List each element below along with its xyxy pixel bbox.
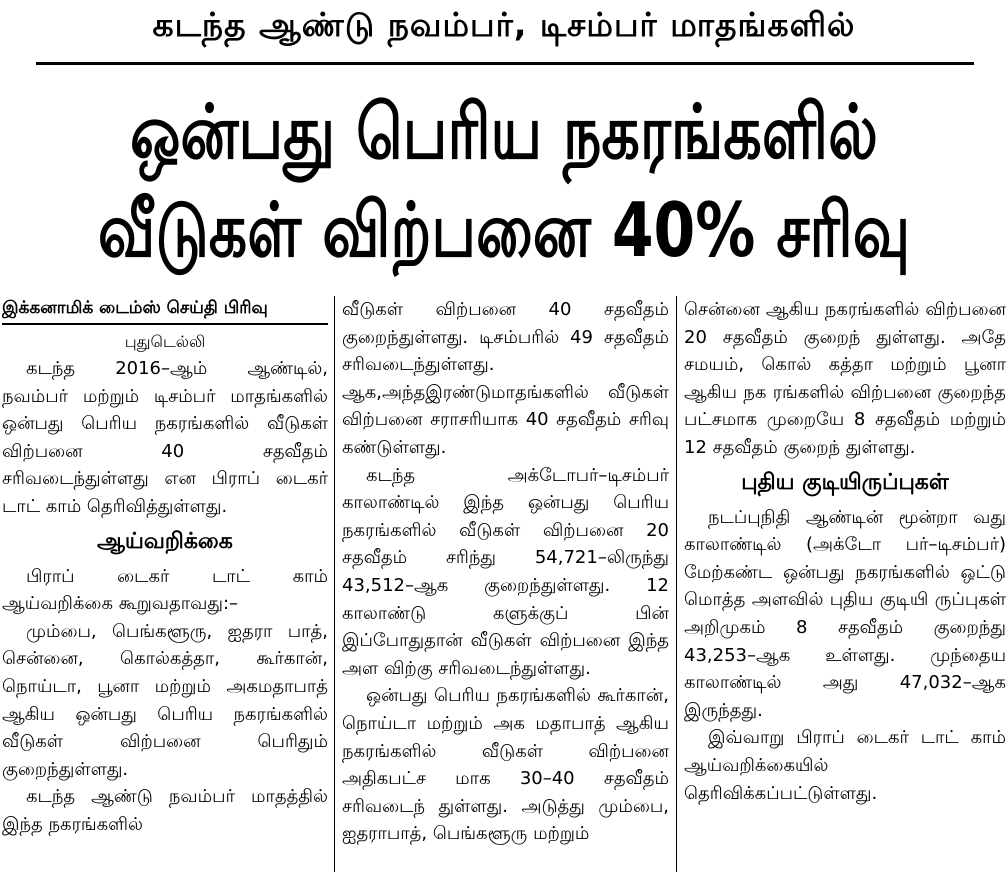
- paragraph: மும்பை, பெங்களூரு, ஐதரா பாத், சென்னை, கொல்கத்தா, கூர்கான், நொய்டா, பூனா மற்றும் அகமதாபாத் ஆகிய ஒன்பது பெரிய நகரங்களில் வீடுகள் விற்பனை பெரிதும் குறைந்துள்ளது.: [2, 620, 328, 780]
- paragraph: கடந்த 2016–ஆம் ஆண்டில், நவம்பர் மற்றும் டிசம்பர் மாதங்களில் ஒன்பது பெரிய நகரங்களில் வீடுகள் விற்பனை 40 சதவீதம் சரிவடைந்துள்ளது என பிராப் டைகர் டாட் காம் தெரிவித்துள்ளது.: [2, 358, 328, 517]
- paragraph: நடப்புநிதி ஆண்டின் மூன்றா வது காலாண்டில் (அக்டோ பர்–டிசம்பர்) மேற்கண்ட ஒன்பது நகரங்களில் ஒட்டு மொத்த அளவில் புதிய குடியி ருப்புகள் அறிமுகம் 8 சதவீதம் குறைந்து 43,253–ஆக உள்ளது. முந்தைய காலாண்டில் அது 47,032–ஆக இருந்தது.: [684, 506, 1006, 721]
- paragraph: சென்னை ஆகிய நகரங்களில் விற்பனை 20 சதவீதம் குறைந் துள்ளது. அதே சமயம், கொல் கத்தா மற்றும் பூனா ஆகிய நக ரங்களில் விற்பனை குறைந்த பட்சமாக முறையே 8 சதவீதம் மற்றும் 12 சதவீதம் குறைந் துள்ளது.: [684, 299, 1006, 458]
- dateline: புதுடெல்லி: [124, 332, 206, 351]
- article-column-1: [2, 296, 328, 872]
- article-column-2: [342, 296, 669, 872]
- kicker-headline: கடந்த ஆண்டு நவம்பர், டிசம்பர் மாதங்களில்: [152, 5, 856, 44]
- subheading: புதிய குடியிருப்புகள்: [741, 469, 949, 495]
- paragraph: வீடுகள் விற்பனை 40 சதவீதம் குறைந்துள்ளது. டிசம்பரில் 49 சதவீதம் சரிவடைந்துள்ளது. ஆக,அந்தஇரண்டுமாதங்களில் வீடுகள் விற்பனை சராசரியாக 40 சதவீதம் சரிவு கண்டுள்ளது.: [342, 299, 669, 458]
- column-divider: [676, 296, 677, 872]
- article-column-3: [684, 296, 1006, 872]
- top-rule: [36, 62, 974, 65]
- byline: இக்கனாமிக் டைம்ஸ் செய்தி பிரிவு: [2, 296, 328, 325]
- paragraph: ஒன்பது பெரிய நகரங்களில் கூர்கான், நொய்டா மற்றும் அக மதாபாத் ஆகிய நகரங்களில் வீடுகள் விற்பனை அதிகபட்ச மாக 30–40 சதவீதம் சரிவடைந் துள்ளது. அடுத்து மும்பை, ஐதராபாத், பெங்களூரு மற்றும்: [342, 685, 669, 845]
- headline-line-2: வீடுகள் விற்பனை 40% சரிவு: [97, 187, 911, 275]
- paragraph: கடந்த ஆண்டு நவம்பர் மாதத்தில் இந்த நகரங்களில்: [2, 786, 328, 835]
- subheading: ஆய்வறிக்கை: [97, 528, 233, 554]
- column-divider: [334, 296, 335, 872]
- paragraph: பிராப் டைகர் டாட் காம் ஆய்வறிக்கை கூறுவதாவது:–: [2, 565, 328, 615]
- paragraph: கடந்த அக்டோபர்–டிசம்பர் காலாண்டில் இந்த ஒன்பது பெரிய நகரங்களில் வீடுகள் விற்பனை 20 சதவீதம் சரிந்து 54,721–லிருந்து 43,512–ஆக குறைந்துள்ளது. 12 காலாண்டு களுக்குப் பின் இப்போதுதான் வீடுகள் விற்பனை இந்த அள விற்கு சரிவடைந்துள்ளது.: [342, 464, 669, 679]
- headline-line-1: ஒன்பது பெரிய நகரங்களில்: [130, 89, 878, 177]
- paragraph: இவ்வாறு பிராப் டைகர் டாட் காம் ஆய்வறிக்கையில் தெரிவிக்கப்பட்டுள்ளது.: [684, 727, 1006, 804]
